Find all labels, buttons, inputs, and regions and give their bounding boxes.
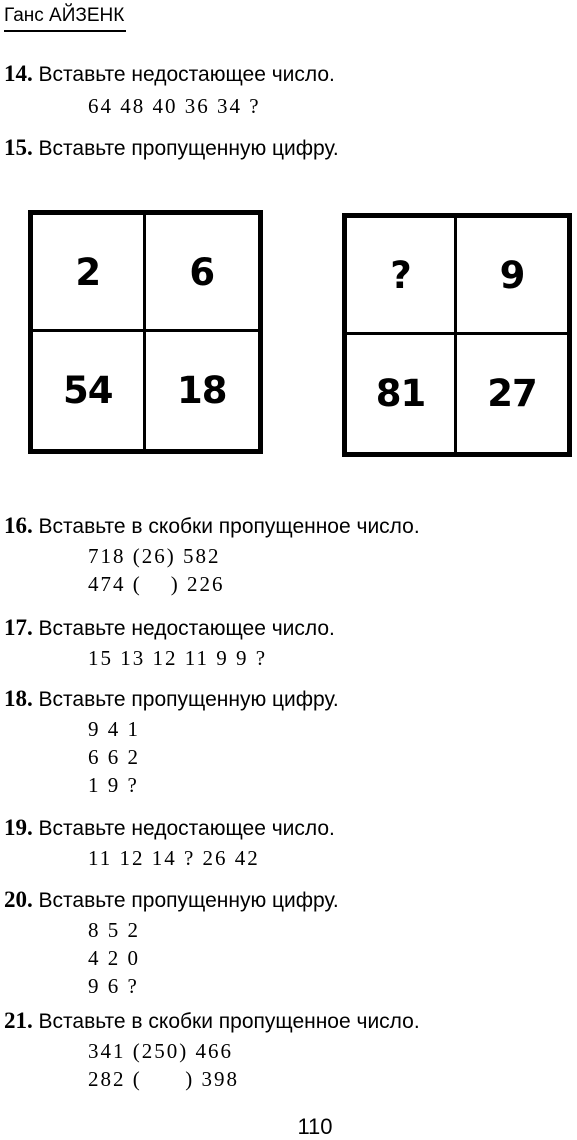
grid-cell: 18 [177,369,227,412]
question-number: 18. [4,686,33,711]
question-text: Вставьте недостающее число. [38,817,335,840]
question-text: Вставьте недостающее число. [38,617,335,640]
sequence-line: 15 13 12 11 9 9 ? [88,646,268,670]
sequence-line: 11 12 14 ? 26 42 [88,846,260,870]
question-number: 15. [4,135,33,160]
question-18 [4,685,339,714]
running-header: Ганс АЙЗЕНК [4,4,126,32]
question-15 [4,134,339,163]
question-number: 19. [4,815,33,840]
question-text: Вставьте недостающее число. [38,63,335,86]
question-text: Вставьте в скобки пропущенное число. [38,515,420,538]
number-grid-left [28,210,263,454]
question-20 [4,886,339,915]
question-text: Вставьте пропущенную цифру. [38,889,339,912]
question-number: 20. [4,887,33,912]
sequence-line: 4 2 0 [88,946,140,970]
grid-cell: 6 [146,215,259,332]
question-text: Вставьте в скобки пропущенное число. [38,1010,420,1033]
question-number: 21. [4,1008,33,1033]
question-19 [4,814,335,843]
grid-cell: 27 [487,372,537,415]
sequence-line: 1 9 ? [88,773,139,797]
question-text: Вставьте пропущенную цифру. [38,688,339,711]
sequence-line: 282 ( ) 398 [88,1067,239,1091]
grid-cell: 54 [33,332,146,449]
grid-cell: ? [347,218,457,335]
page-number: 110 [297,1114,333,1139]
question-17 [4,614,335,643]
question-text: Вставьте пропущенную цифру. [38,137,339,160]
question-number: 16. [4,513,33,538]
sequence-line: 9 4 1 [88,717,140,741]
sequence-line: 341 (250) 466 [88,1039,233,1063]
question-number: 14. [4,61,33,86]
sequence-line: 8 5 2 [88,918,140,942]
sequence-line: 474 ( ) 226 [88,572,225,596]
question-21 [4,1007,420,1036]
question-14 [4,60,335,89]
grid-cell: 9 [457,218,567,335]
sequence-line: 64 48 40 36 34 ? [88,94,261,118]
grid-cell: 2 [33,215,146,332]
question-number: 17. [4,615,33,640]
sequence-line: 718 (26) 582 [88,544,221,568]
sequence-line: 6 6 2 [88,745,140,769]
grid-cell: 81 [347,335,457,452]
number-grid-right [342,213,572,457]
question-16 [4,512,420,541]
sequence-line: 9 6 ? [88,974,139,998]
